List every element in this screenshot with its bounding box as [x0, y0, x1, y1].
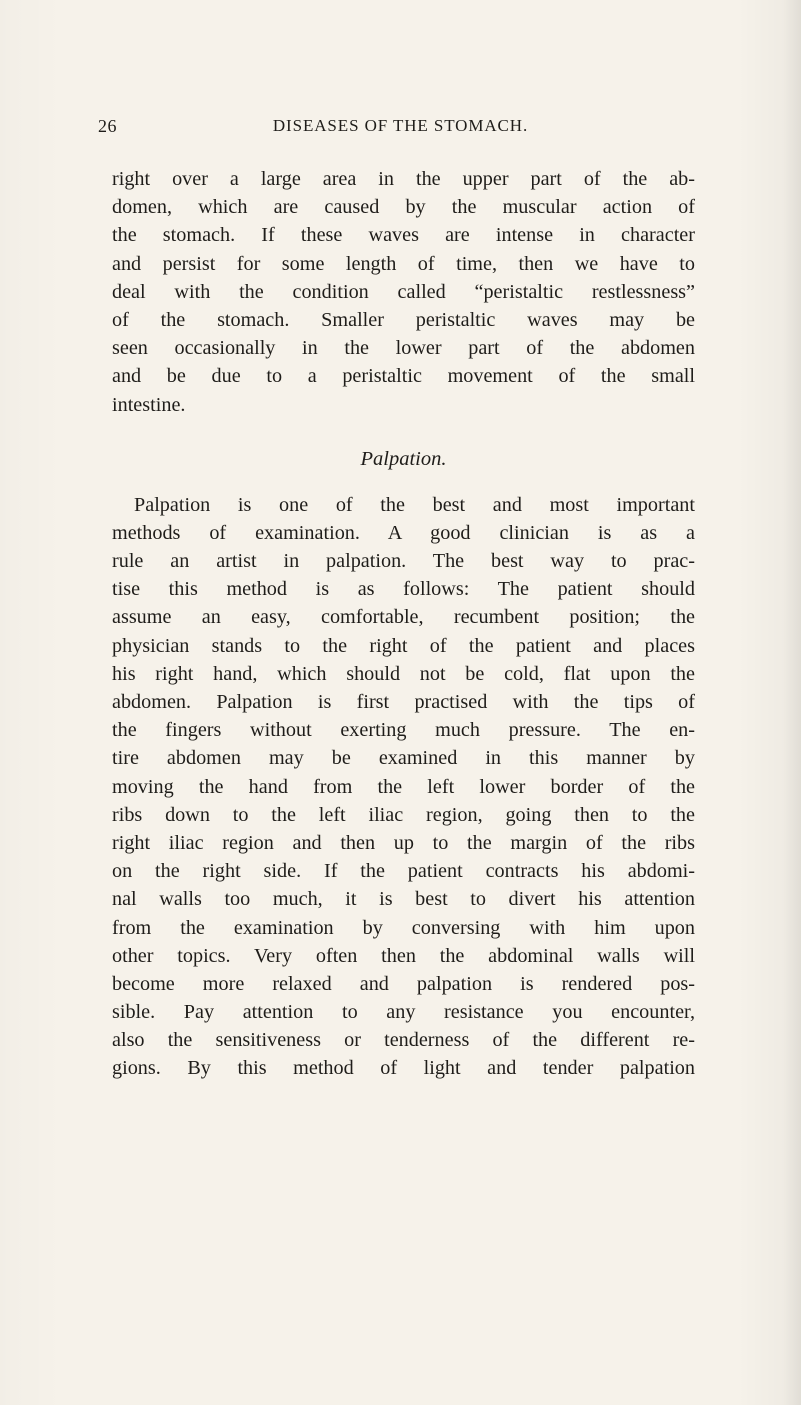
text-line: domen, which are caused by the muscular action of: [112, 196, 695, 219]
text-line: and persist for some length of time, then we have to: [112, 252, 695, 275]
text-line: become more relaxed and palpation is rendered pos-: [112, 972, 695, 995]
text-line: gions. By this method of light and tender palpation: [112, 1057, 695, 1080]
text-line: also the sensitiveness or tenderness of the different re-: [112, 1029, 695, 1052]
text-line: Palpation is one of the best and most important: [134, 493, 695, 516]
text-line: right iliac region and then up to the margin of the ribs: [112, 831, 695, 854]
text-line: sible. Pay attention to any resistance you encounter,: [112, 1001, 695, 1024]
section-heading: Palpation.: [360, 447, 447, 470]
text-line: right over a large area in the upper part of the ab-: [112, 168, 695, 190]
running-head: [98, 116, 703, 140]
page-number: 26: [98, 116, 117, 136]
page-edge-shadow: [783, 0, 801, 1405]
body-text: [112, 165, 695, 1083]
text-line: abdomen. Palpation is first practised with the tips of: [112, 691, 695, 713]
text-line: and be due to a peristaltic movement of the small: [112, 365, 695, 388]
text-line: assume an easy, comfortable, recumbent position; the: [112, 606, 695, 629]
text-line: deal with the condition called “peristaltic restlessness”: [112, 280, 695, 303]
text-line: rule an artist in palpation. The best way to prac-: [112, 550, 695, 573]
text-line: the stomach. If these waves are intense in character: [112, 224, 695, 247]
text-line: seen occasionally in the lower part of the abdomen: [112, 337, 695, 360]
running-head-title: DISEASES OF THE STOMACH.: [272, 116, 529, 135]
text-line: methods of examination. A good clinician is as a: [112, 521, 695, 544]
text-line: moving the hand from the left lower border of the: [112, 775, 695, 798]
text-line: ribs down to the left iliac region, going then to the: [112, 803, 695, 826]
text-line: other topics. Very often then the abdominal walls will: [112, 944, 695, 967]
text-line: tire abdomen may be examined in this manner by: [112, 747, 695, 770]
text-line: the fingers without exerting much pressure. The en-: [112, 719, 695, 742]
text-line: nal walls too much, it is best to divert his attention: [112, 888, 695, 911]
paragraph-2: [112, 491, 695, 1083]
text-line: tise this method is as follows: The patient should: [112, 578, 695, 601]
text-line: intestine.: [112, 393, 186, 416]
text-line: his right hand, which should not be cold, flat upon the: [112, 662, 695, 685]
paragraph-1: [112, 165, 695, 419]
text-line: on the right side. If the patient contracts his abdomi-: [112, 860, 695, 883]
text-line: of the stomach. Smaller peristaltic waves may be: [112, 308, 695, 331]
text-line: from the examination by conversing with him upon: [112, 916, 695, 939]
text-line: physician stands to the right of the patient and places: [112, 634, 695, 657]
